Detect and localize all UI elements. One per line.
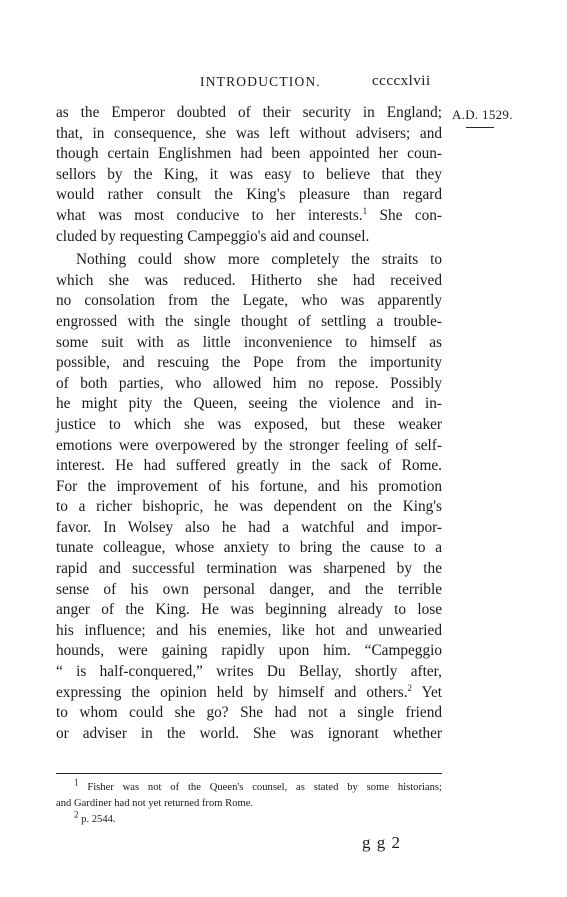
- text-line: his influence; and his enemies, like hot and unwearied: [56, 621, 442, 639]
- text-line: Nothing could show more completely the straits to: [76, 251, 442, 269]
- text-segment: Yet: [412, 683, 442, 701]
- text-line: to whom could she go? She had not a single friend: [56, 704, 442, 722]
- margin-note-rule: [466, 127, 494, 128]
- text-line: For the improvement of his fortune, and his promotion: [56, 477, 442, 495]
- footnote-1: [56, 777, 442, 796]
- page-number: ccccxlvii: [372, 73, 431, 89]
- text-line: which she was reduced. Hitherto she had received: [56, 271, 442, 289]
- text-line: sellors by the King, it was easy to believe that they: [56, 165, 442, 183]
- text-line: some suit with as little inconvenience to himself as: [56, 333, 442, 351]
- text-line: no consolation from the Legate, who was apparently: [56, 292, 442, 310]
- text-line: anger of the King. He was beginning already to lose: [56, 601, 442, 619]
- paragraph-2: [56, 250, 442, 744]
- paragraph-1: [56, 103, 442, 247]
- text-line: “ is half-conquered,” writes Du Bellay, shortly after,: [56, 663, 442, 681]
- text-line: as the Emperor doubted of their security in England;: [56, 104, 442, 121]
- running-title: INTRODUCTION.: [200, 74, 321, 89]
- footnote-2: [56, 809, 442, 828]
- text-line: that, in consequence, she was left without advisers; and: [56, 124, 442, 142]
- text-line: would rather consult the King's pleasure than regard: [56, 186, 442, 204]
- text-line: or adviser in the world. She was ignorant whether: [56, 724, 442, 742]
- footnote-text: Fisher was not of the Queen's counsel, as stated by some historians;: [78, 782, 442, 793]
- text-line: [56, 206, 442, 227]
- text-line: rapid and successful termination was sharpened by the: [56, 560, 442, 578]
- footnote-divider: [56, 773, 442, 774]
- text-line: to a richer bishopric, he was dependent on the King's: [56, 498, 442, 516]
- signature-mark: g g 2: [362, 833, 401, 852]
- text-segment: expressing the opinion held by himself and others.: [56, 683, 408, 701]
- footnote-ref-1: 1: [362, 205, 368, 216]
- text-line: possible, and rescuing the Pope from the importunity: [56, 354, 442, 372]
- text-line: emotions were overpowered by the stronger feeling of self-: [56, 436, 442, 454]
- text-line: justice to which she was exposed, but these weaker: [56, 415, 442, 433]
- text-segment: what was most conducive to her interests.: [56, 206, 363, 224]
- footnote-text: p. 2544.: [78, 813, 116, 825]
- footnotes: [56, 777, 442, 827]
- text-line: favor. In Wolsey also he had a watchful and impor-: [56, 518, 442, 536]
- text-line: he might pity the Queen, seeing the violence and in-: [56, 395, 442, 413]
- text-segment: She con-: [367, 206, 443, 224]
- footnote-ref-2: 2: [407, 682, 413, 693]
- text-line: cluded by requesting Campeggio's aid and counsel.: [56, 227, 370, 245]
- text-line: hounds, were gaining rapidly upon him. “Campeggio: [56, 642, 442, 660]
- margin-note-year: A.D. 1529.: [452, 107, 513, 122]
- text-line: sense of his own personal danger, and the terrible: [56, 580, 442, 598]
- text-line: [56, 683, 442, 704]
- text-line: engrossed with the single thought of settling a trouble-: [56, 312, 442, 330]
- footnote-marker: 1: [74, 777, 79, 788]
- text-line: interest. He had suffered greatly in the sack of Rome.: [56, 457, 442, 475]
- footnote-marker: 2: [74, 809, 79, 820]
- text-line: though certain Englishmen had been appointed her coun-: [56, 145, 442, 163]
- text-line: of both parties, who allowed him no repose. Possibly: [56, 374, 442, 392]
- footnote-1-continued: and Gardiner had not yet returned from Rome.: [56, 797, 254, 809]
- main-text: [56, 103, 442, 744]
- text-line: tunate colleague, whose anxiety to bring the cause to a: [56, 539, 442, 557]
